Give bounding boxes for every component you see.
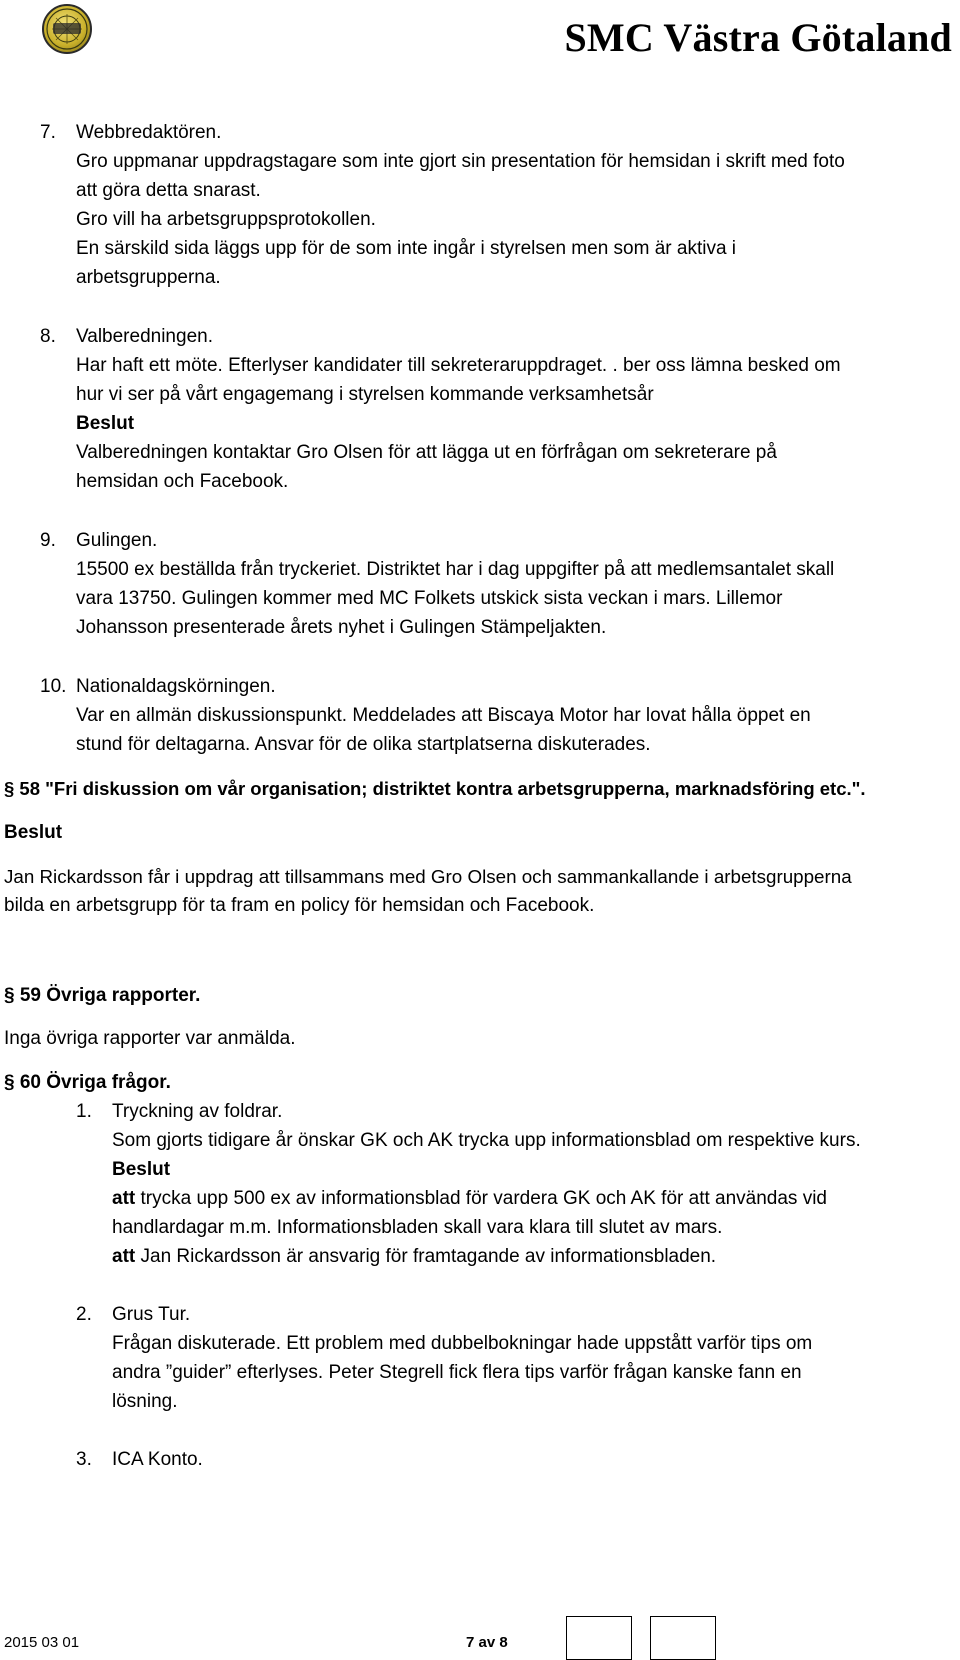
section-58-line: Jan Rickardsson får i uppdrag att tillsammans med Gro Olsen och sammankallande i arbetsgrupperna	[4, 866, 852, 887]
section-58-line: bilda en arbetsgrupp för ta fram en policy för hemsidan och Facebook.	[4, 895, 595, 916]
s60-item-1-title: Tryckning av foldrar.	[112, 1101, 283, 1122]
item-9-line: 15500 ex beställda från tryckeriet. Distriktet har i dag uppgifter på att medlemsantalet skall	[76, 559, 835, 580]
s60-item-1-number: 1.	[76, 1101, 92, 1122]
item-8-number: 8.	[40, 326, 56, 347]
s60-item-3-title: ICA Konto.	[112, 1449, 203, 1470]
att-text: Jan Rickardsson är ansvarig för framtagande av informationsbladen.	[135, 1246, 717, 1267]
signature-box	[566, 1616, 632, 1660]
item-8-line: hur vi ser på vårt engagemang i styrelsen kommande verksamhetsår	[76, 384, 654, 405]
s60-item-2-line: andra ”guider” efterlyses. Peter Stegrell fick flera tips varför frågan kanske fann en	[112, 1362, 802, 1383]
item-9-line: Johansson presenterade årets nyhet i Gulingen Stämpeljakten.	[76, 617, 607, 638]
item-10-number: 10.	[40, 676, 67, 697]
s60-item-1-att-1-line-2: handlardagar m.m. Informationsbladen skall vara klara till slutet av mars.	[112, 1217, 723, 1238]
att-keyword: att	[112, 1188, 136, 1209]
s60-item-1-att-2	[112, 1242, 716, 1272]
item-7-title: Webbredaktören.	[76, 122, 222, 143]
section-58-beslut-label: Beslut	[4, 822, 63, 843]
att-text: trycka upp 500 ex av informationsblad för vardera GK och AK för att användas vid	[135, 1188, 827, 1209]
item-10-title: Nationaldagskörningen.	[76, 676, 276, 697]
s60-item-2-number: 2.	[76, 1304, 92, 1325]
item-7-line: att göra detta snarast.	[76, 180, 261, 201]
item-8-line: Har haft ett möte. Efterlyser kandidater till sekreteraruppdraget. . ber oss lämna besked om	[76, 355, 841, 376]
section-58-heading: § 58 "Fri diskussion om vår organisation; distriktet kontra arbetsgrupperna, marknadsföring etc.".	[4, 778, 866, 799]
footer-page-number: 7 av 8	[466, 1634, 508, 1651]
signature-box	[650, 1616, 716, 1660]
s60-item-2-line: lösning.	[112, 1391, 178, 1412]
footer-date: 2015 03 01	[4, 1634, 80, 1651]
item-9-line: vara 13750. Gulingen kommer med MC Folkets utskick sista veckan i mars. Lillemor	[76, 588, 783, 609]
s60-item-1-beslut-label: Beslut	[112, 1159, 171, 1180]
item-9-number: 9.	[40, 530, 56, 551]
item-7-line: arbetsgrupperna.	[76, 267, 221, 288]
item-7-line: En särskild sida läggs upp för de som inte ingår i styrelsen men som är aktiva i	[76, 238, 737, 259]
s60-item-2-line: Frågan diskuterade. Ett problem med dubbelbokningar hade uppstått varför tips om	[112, 1333, 813, 1354]
section-59-heading: § 59 Övriga rapporter.	[4, 985, 201, 1006]
s60-item-1-line: Som gjorts tidigare år önskar GK och AK trycka upp informationsblad om respektive kurs.	[112, 1130, 861, 1151]
section-59-text: Inga övriga rapporter var anmälda.	[4, 1028, 296, 1049]
section-60-heading: § 60 Övriga frågor.	[4, 1072, 171, 1093]
item-7-line: Gro vill ha arbetsgruppsprotokollen.	[76, 209, 376, 230]
item-8-beslut-label: Beslut	[76, 413, 135, 434]
att-keyword: att	[112, 1246, 136, 1267]
item-9-title: Gulingen.	[76, 530, 158, 551]
item-8-beslut-line: hemsidan och Facebook.	[76, 471, 289, 492]
item-7-line: Gro uppmanar uppdragstagare som inte gjort sin presentation för hemsidan i skrift med foto	[76, 151, 845, 172]
item-10-line: stund för deltagarna. Ansvar för de olika startplatserna diskuterades.	[76, 734, 651, 755]
item-10-line: Var en allmän diskussionspunkt. Meddelades att Biscaya Motor har lovat hålla öppet en	[76, 705, 811, 726]
s60-item-1-att-1	[112, 1184, 827, 1214]
s60-item-3-number: 3.	[76, 1449, 92, 1470]
item-8-beslut-line: Valberedningen kontaktar Gro Olsen för att lägga ut en förfrågan om sekreterare på	[76, 442, 777, 463]
item-7-number: 7.	[40, 122, 56, 143]
item-8-title: Valberedningen.	[76, 326, 213, 347]
page-header-title: SMC Västra Götaland	[564, 15, 952, 60]
s60-item-2-title: Grus Tur.	[112, 1304, 191, 1325]
